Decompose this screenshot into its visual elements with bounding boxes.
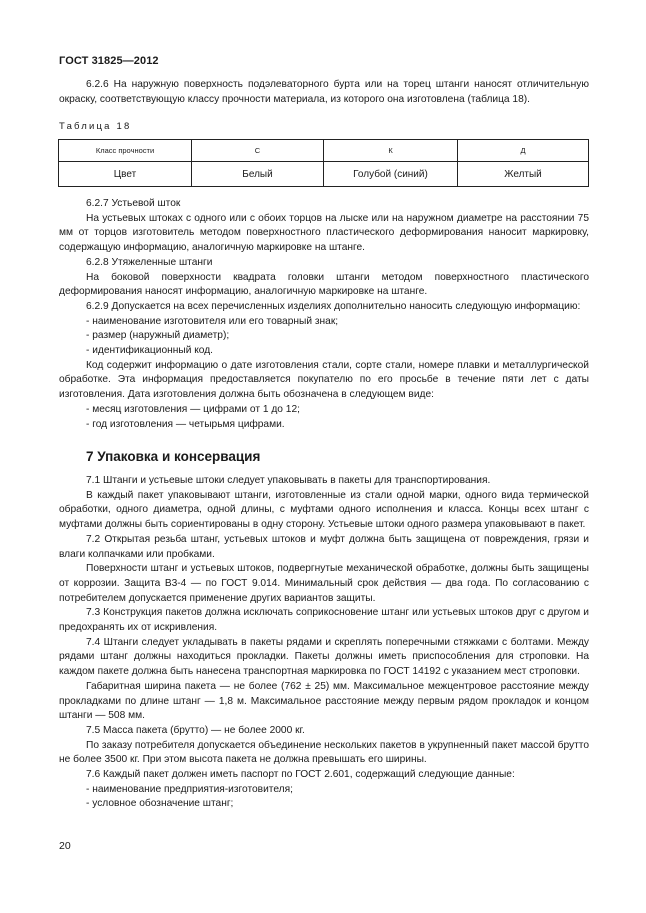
section-7-body: [59, 474, 589, 812]
clauses-6-2-7-to-6-2-9: [59, 197, 589, 432]
paragraph: 7.3 Конструкция пакетов должна исключать соприкосновение штанг или устьевых штоков друг с другом и предохранять их от искривления.: [59, 607, 589, 634]
paragraph: 7.1 Штанги и устьевые штоки следует упаковывать в пакеты для транспортирования.: [86, 475, 491, 486]
paragraph: На боковой поверхности квадрата головки штанги методом поверхностного пластического деформирования наносят информацию, аналогичную маркировке на штанге.: [59, 271, 589, 298]
paragraph: 6.2.6 На наружную поверхность подэлеваторного бурта или на торец штанги наносят отличительную окраску, соответствующую классу прочности материала, из которого она изготовлена (таблица 18).: [59, 79, 589, 105]
paragraph: 7.6 Каждый пакет должен иметь паспорт по ГОСТ 2.601, содержащий следующие данные:: [86, 769, 515, 781]
list-item: - идентификационный код.: [86, 345, 214, 357]
table-header-cell: К: [324, 140, 458, 162]
list-item: - год изготовления — четырьмя цифрами.: [86, 418, 285, 430]
table-cell: Цвет: [59, 162, 192, 187]
table-cell: Голубой (синий): [324, 162, 458, 187]
paragraph: 7.2 Открытая резьба штанг, устьевых штоков и муфт должна быть защищена от повреждения, грязи и влаги колпачками или пробками.: [59, 533, 589, 560]
paragraph: 6.2.9 Допускается на всех перечисленных изделиях дополнительно наносить следующую информацию:: [86, 300, 581, 312]
paragraph: По заказу потребителя допускается объединение нескольких пакетов в укрупненный пакет массой брутто не более 3500 кг. При этом высота пакета не должна превышать его ширины.: [59, 739, 589, 766]
table-caption: Таблица 18: [59, 121, 132, 132]
table-header-cell: Д: [458, 140, 589, 162]
paragraph: 7.4 Штанги следует укладывать в пакеты рядами и скреплять поперечными стяжками с болтами. Между рядами штанг должны находиться прокладки. Пакеты должны иметь приспособления для строповки. На каждом пакете должна быть нанесена транспортная маркировка по ГОСТ 14192 с указанием мест строповки.: [59, 636, 589, 678]
table-cell: Желтый: [458, 162, 589, 187]
list-item: - наименование изготовителя или его товарный знак;: [86, 315, 339, 327]
list-item: - наименование предприятия-изготовителя;: [86, 783, 293, 795]
clause-6-2-6: [59, 78, 589, 107]
table-header-cell: С: [192, 140, 324, 162]
table-header-cell: Класс прочности: [59, 140, 192, 162]
document-code-header: ГОСТ 31825—2012: [59, 55, 159, 67]
list-item: - размер (наружный диаметр);: [86, 330, 230, 342]
table-18: [58, 139, 589, 187]
clause-heading: 6.2.7 Устьевой шток: [86, 198, 181, 209]
table-header-row: [59, 140, 589, 162]
list-item: - месяц изготовления — цифрами от 1 до 12;: [86, 403, 300, 415]
paragraph: Поверхности штанг и устьевых штоков, подвергнутые механической обработке, должны быть защищены от коррозии. Защита В3-4 — по ГОСТ 9.014. Минимальный срок действия — два года. По согласованию с потребителем допускается применение других вариантов защиты.: [59, 563, 589, 604]
paragraph: Габаритная ширина пакета — не более (762 ± 25) мм. Максимальное межцентровое расстояние между прокладками по длине штанг — 1,8 м. Максимальное расстояние между первым рядом прокладок и концом штанги — 508 мм.: [59, 680, 589, 722]
table-cell: Белый: [192, 162, 324, 187]
paragraph: На устьевых штоках с одного или с обоих торцов на лыске или на наружном диаметре на расстоянии 75 мм от торцов изготовитель методом поверхностного пластического деформирования наносит маркировку, содержащую информацию, аналогичную маркировке на штанге.: [59, 212, 589, 254]
list-item: - условное обозначение штанг;: [86, 798, 234, 810]
paragraph: Код содержит информацию о дате изготовления стали, сорте стали, номере плавки и металлургической обработке. Эта информация предоставляется покупателю по его просьбе в течение пяти лет с даты изготовления. Дата изготовления должна быть обозначена в следующем виде:: [59, 359, 589, 401]
paragraph: 7.5 Масса пакета (брутто) — не более 2000 кг.: [86, 724, 305, 736]
section-7-title: 7 Упаковка и консервация: [86, 449, 261, 464]
table-row: [59, 162, 589, 187]
page-number: 20: [59, 840, 71, 852]
clause-heading: 6.2.8 Утяжеленные штанги: [86, 256, 213, 268]
paragraph: В каждый пакет упаковывают штанги, изготовленные из стали одной марки, одного вида термической обработки, одного диаметра, одной длины, с муфтами одного исполнения и класса. Концы всех штанг с муфтами должны быть сориентированы в одну сторону. Устьевые штоки одного размера упаковывают в пакет.: [59, 489, 589, 531]
